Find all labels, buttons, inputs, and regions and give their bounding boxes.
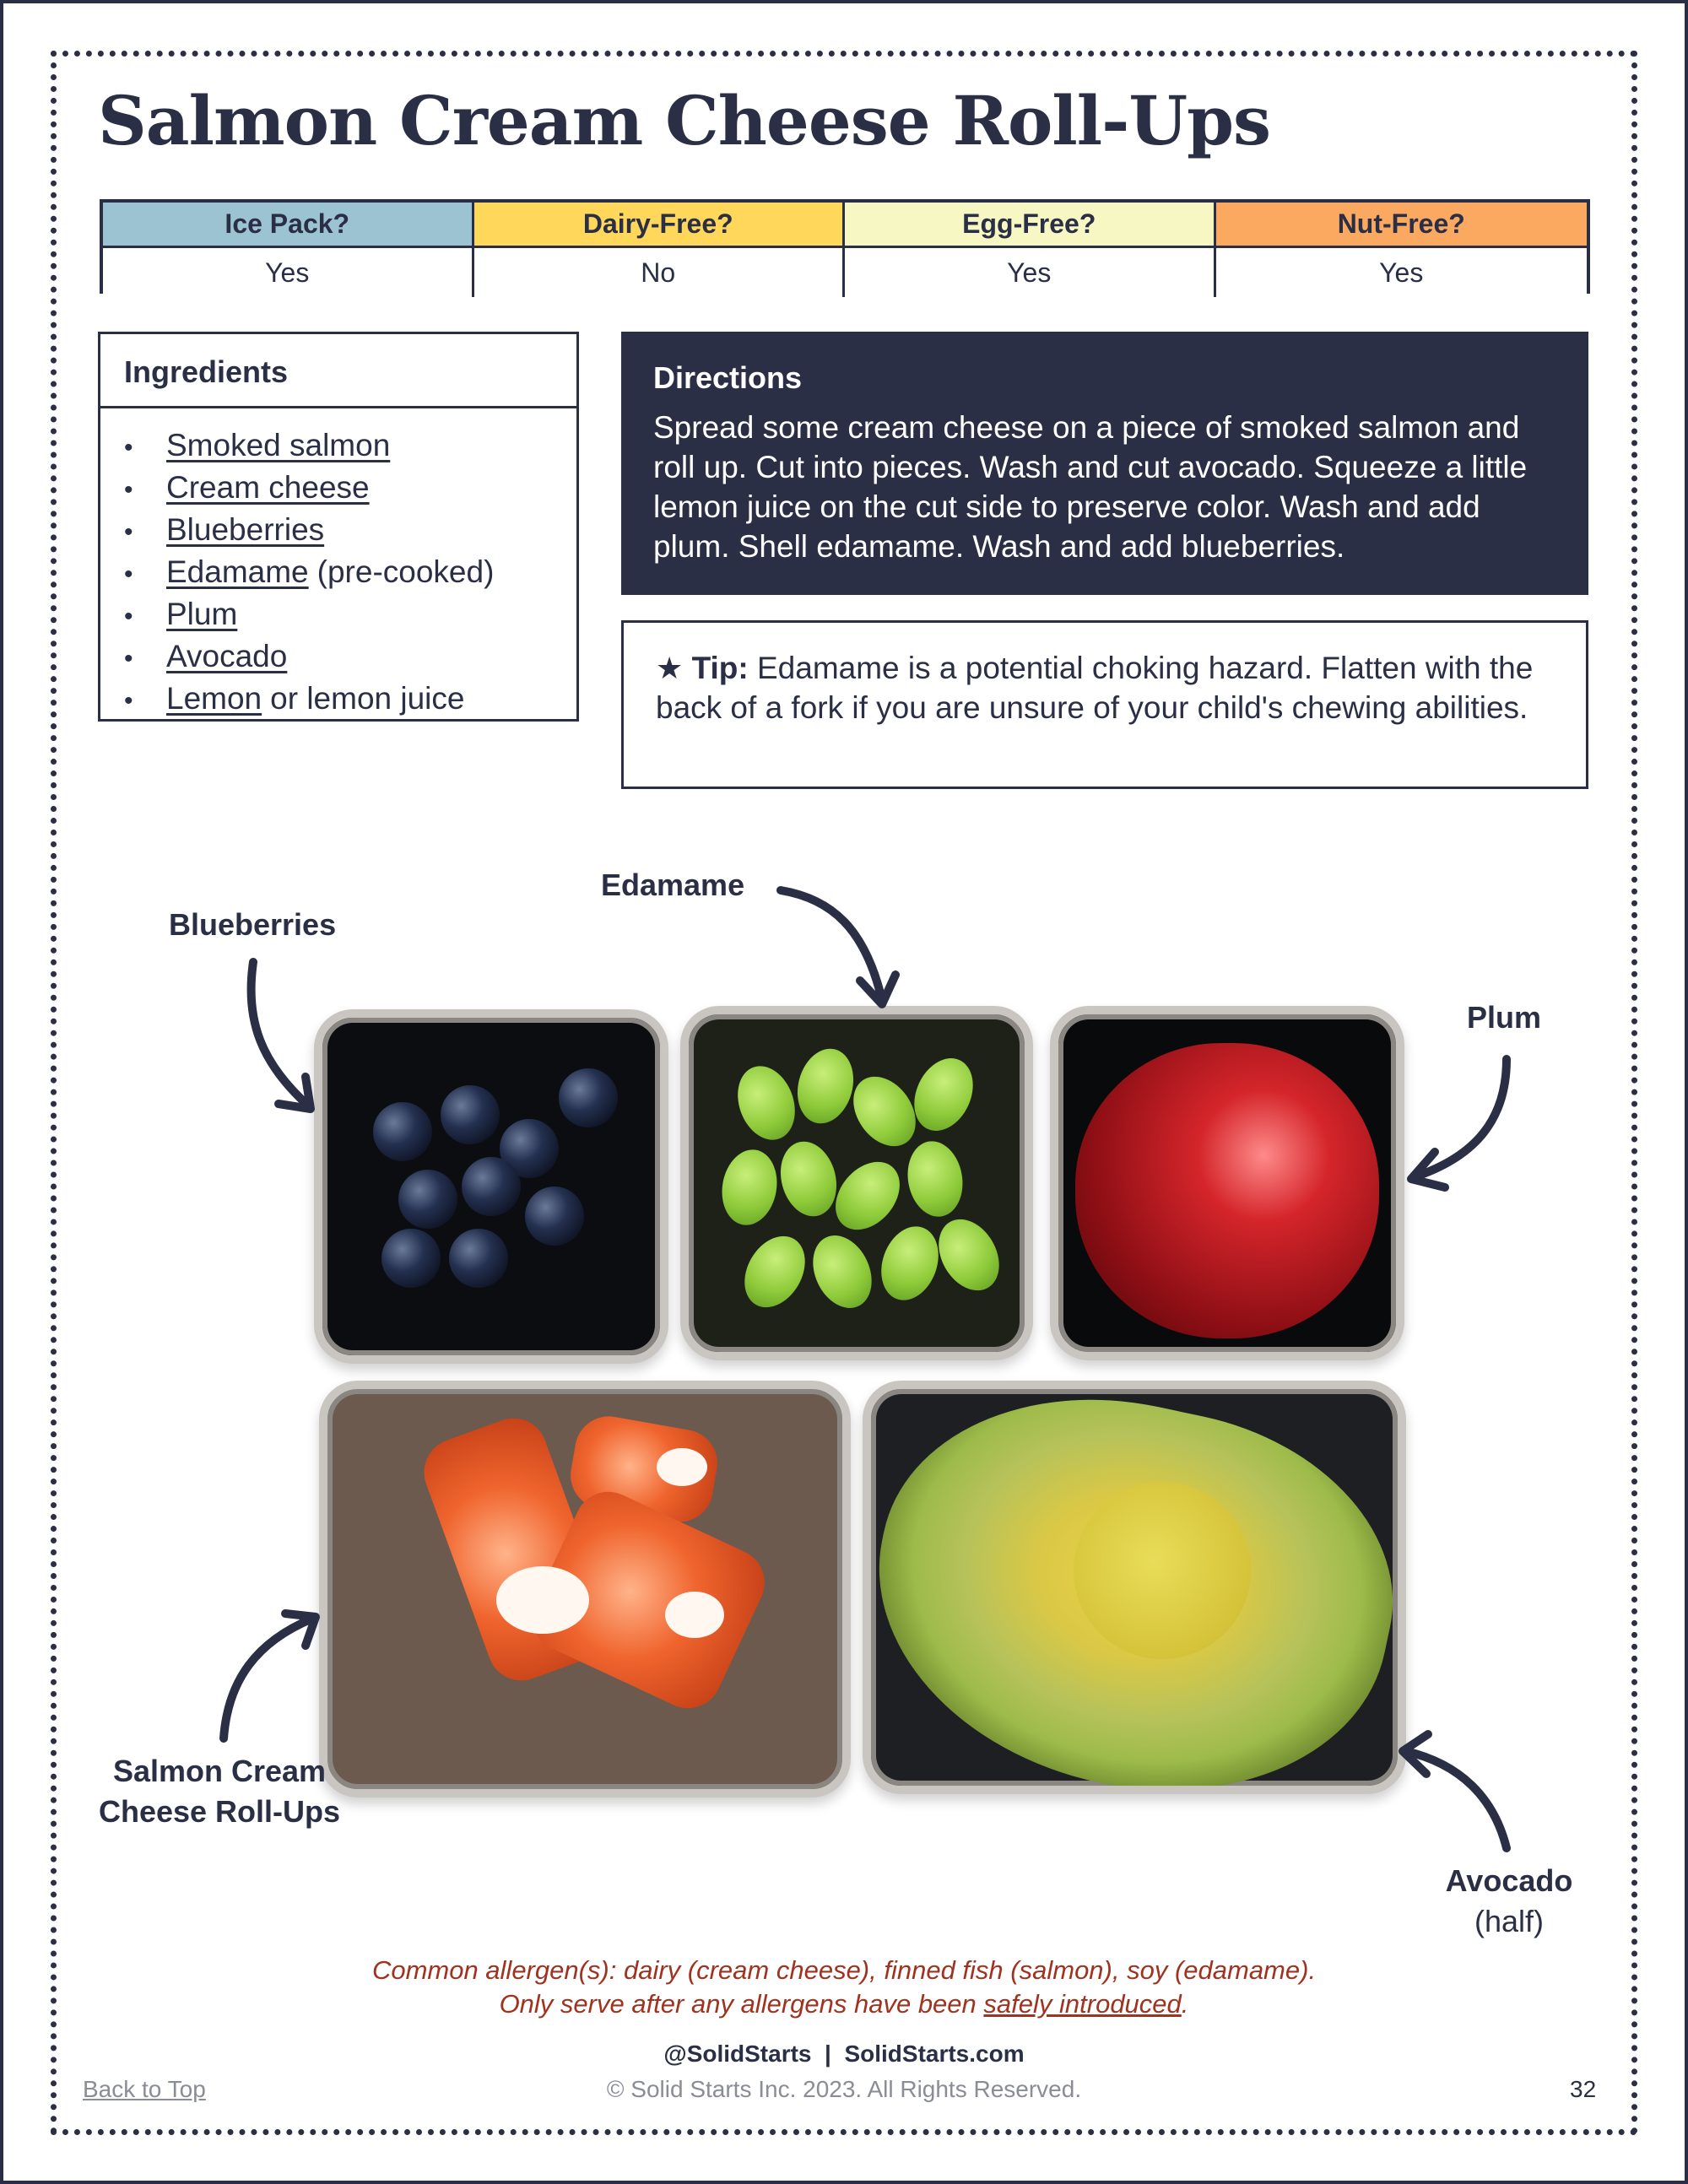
edamame-bean	[902, 1137, 969, 1221]
edamame-bean	[728, 1058, 805, 1148]
ingredient-link[interactable]: Plum	[166, 597, 238, 631]
footer-copyright: © Solid Starts Inc. 2023. All Rights Reserved.	[606, 2076, 1082, 2102]
blueberry	[381, 1229, 441, 1288]
page-number: 32	[1570, 2076, 1597, 2102]
blueberry	[441, 1085, 500, 1144]
tip-text: Edamame is a potential choking hazard. Flatten with the back of a fork if you are unsure of your child's chewing abilities.	[656, 651, 1534, 725]
salmon-container	[319, 1381, 851, 1797]
blueberries-container	[314, 1009, 668, 1364]
edamame-bean	[717, 1145, 783, 1230]
edamame-bean	[927, 1208, 1011, 1301]
attr-dairy-free-header: Dairy-Free?	[474, 203, 846, 248]
ingredients-list	[100, 408, 576, 721]
arrow-edamame-icon	[772, 878, 899, 1013]
ingredients-box	[98, 332, 579, 722]
attr-ice-pack-header: Ice Pack?	[103, 203, 474, 248]
attributes-table	[100, 199, 1590, 294]
bullet: •	[124, 476, 133, 504]
ingredient-link[interactable]: Smoked salmon	[166, 428, 391, 462]
arrow-salmon-icon	[211, 1603, 329, 1747]
edamame-container	[680, 1006, 1033, 1360]
arrow-blueberries-icon	[228, 954, 329, 1122]
ingredient-link[interactable]: Blueberries	[166, 512, 325, 547]
directions-title: Directions	[653, 360, 803, 395]
edamame-bean	[872, 1219, 949, 1308]
cream-cheese	[665, 1592, 724, 1638]
bullet: •	[124, 687, 133, 715]
bullet: •	[124, 518, 133, 546]
footer-social: @SolidStarts | SolidStarts.com	[663, 2041, 1025, 2067]
back-to-top-link[interactable]: Back to Top	[83, 2076, 206, 2102]
label-plum: Plum	[1467, 1000, 1542, 1035]
bullet: •	[124, 645, 133, 673]
tip-label: Tip:	[691, 651, 749, 685]
attr-egg-free-header: Egg-Free?	[845, 203, 1216, 248]
directions-text: Spread some cream cheese on a piece of smoked salmon and roll up. Cut into pieces. Wash and cut avocado. Squeeze a little lemon juice on the cut side to preserve color. Wash and add plum. Shell edamame. Wash and add blueberries.	[653, 410, 1528, 564]
edamame-bean	[733, 1225, 817, 1318]
blueberry	[373, 1102, 432, 1161]
ingredient-link[interactable]: Edamame	[166, 554, 309, 589]
list-item	[124, 678, 576, 721]
avocado-container	[863, 1381, 1406, 1794]
plum-container	[1050, 1006, 1404, 1360]
list-item	[124, 468, 576, 510]
allergen-line2-suffix: .	[1181, 1989, 1189, 2019]
attr-ice-pack-value: Yes	[103, 248, 474, 297]
avocado-pit-hollow	[1074, 1482, 1251, 1659]
ingredient-note: or lemon juice	[270, 681, 465, 716]
list-item	[124, 594, 576, 636]
bullet: •	[124, 603, 133, 630]
label-salmon-line1: Salmon Cream	[112, 1754, 327, 1788]
attr-nut-free-value: Yes	[1216, 248, 1588, 297]
edamame-bean	[802, 1226, 883, 1318]
bullet: •	[124, 560, 133, 588]
label-salmon	[93, 1751, 346, 1832]
blueberry	[525, 1187, 584, 1246]
blueberry	[398, 1170, 457, 1229]
directions-box	[621, 332, 1588, 595]
page-title: Salmon Cream Cheese Roll-Ups	[98, 81, 1271, 160]
tip-box	[621, 620, 1588, 789]
edamame-bean	[772, 1135, 844, 1222]
blueberry	[449, 1229, 508, 1288]
label-avocado	[1425, 1861, 1593, 1942]
list-item	[124, 552, 576, 594]
label-avocado-line1: Avocado	[1445, 1863, 1573, 1898]
ingredient-link[interactable]: Lemon	[166, 681, 262, 716]
label-edamame: Edamame	[601, 868, 745, 902]
allergen-line2	[0, 1987, 1688, 2021]
blueberry	[462, 1157, 521, 1216]
cream-cheese	[657, 1448, 707, 1486]
plum-fruit	[1075, 1043, 1379, 1338]
blueberry	[559, 1068, 618, 1127]
ingredient-note: (pre-cooked)	[316, 554, 495, 589]
arrow-plum-icon	[1401, 1051, 1528, 1194]
allergen-line2-prefix: Only serve after any allergens have been	[499, 1989, 977, 2019]
attr-nut-free-header: Nut-Free?	[1216, 203, 1588, 248]
star-icon: ★	[656, 651, 684, 685]
cream-cheese	[496, 1566, 589, 1634]
list-item	[124, 425, 576, 468]
label-avocado-sub: (half)	[1474, 1904, 1545, 1938]
edamame-bean	[823, 1149, 913, 1242]
bullet: •	[124, 434, 133, 462]
ingredient-link[interactable]: Avocado	[166, 639, 288, 673]
arrow-avocado-icon	[1393, 1730, 1519, 1857]
list-item	[124, 510, 576, 552]
list-item	[124, 636, 576, 678]
ingredient-link[interactable]: Cream cheese	[166, 470, 370, 505]
allergen-line1: Common allergen(s): dairy (cream cheese), finned fish (salmon), soy (edamame).	[371, 1955, 1317, 1985]
allergen-notice	[0, 1954, 1688, 2021]
ingredients-title: Ingredients	[100, 334, 576, 408]
attr-dairy-free-value: No	[474, 248, 846, 297]
edamame-bean	[789, 1042, 861, 1129]
label-salmon-line2: Cheese Roll-Ups	[98, 1794, 341, 1829]
safely-introduced-link[interactable]: safely introduced	[983, 1989, 1182, 2019]
label-blueberries: Blueberries	[169, 907, 337, 942]
attr-egg-free-value: Yes	[845, 248, 1216, 297]
